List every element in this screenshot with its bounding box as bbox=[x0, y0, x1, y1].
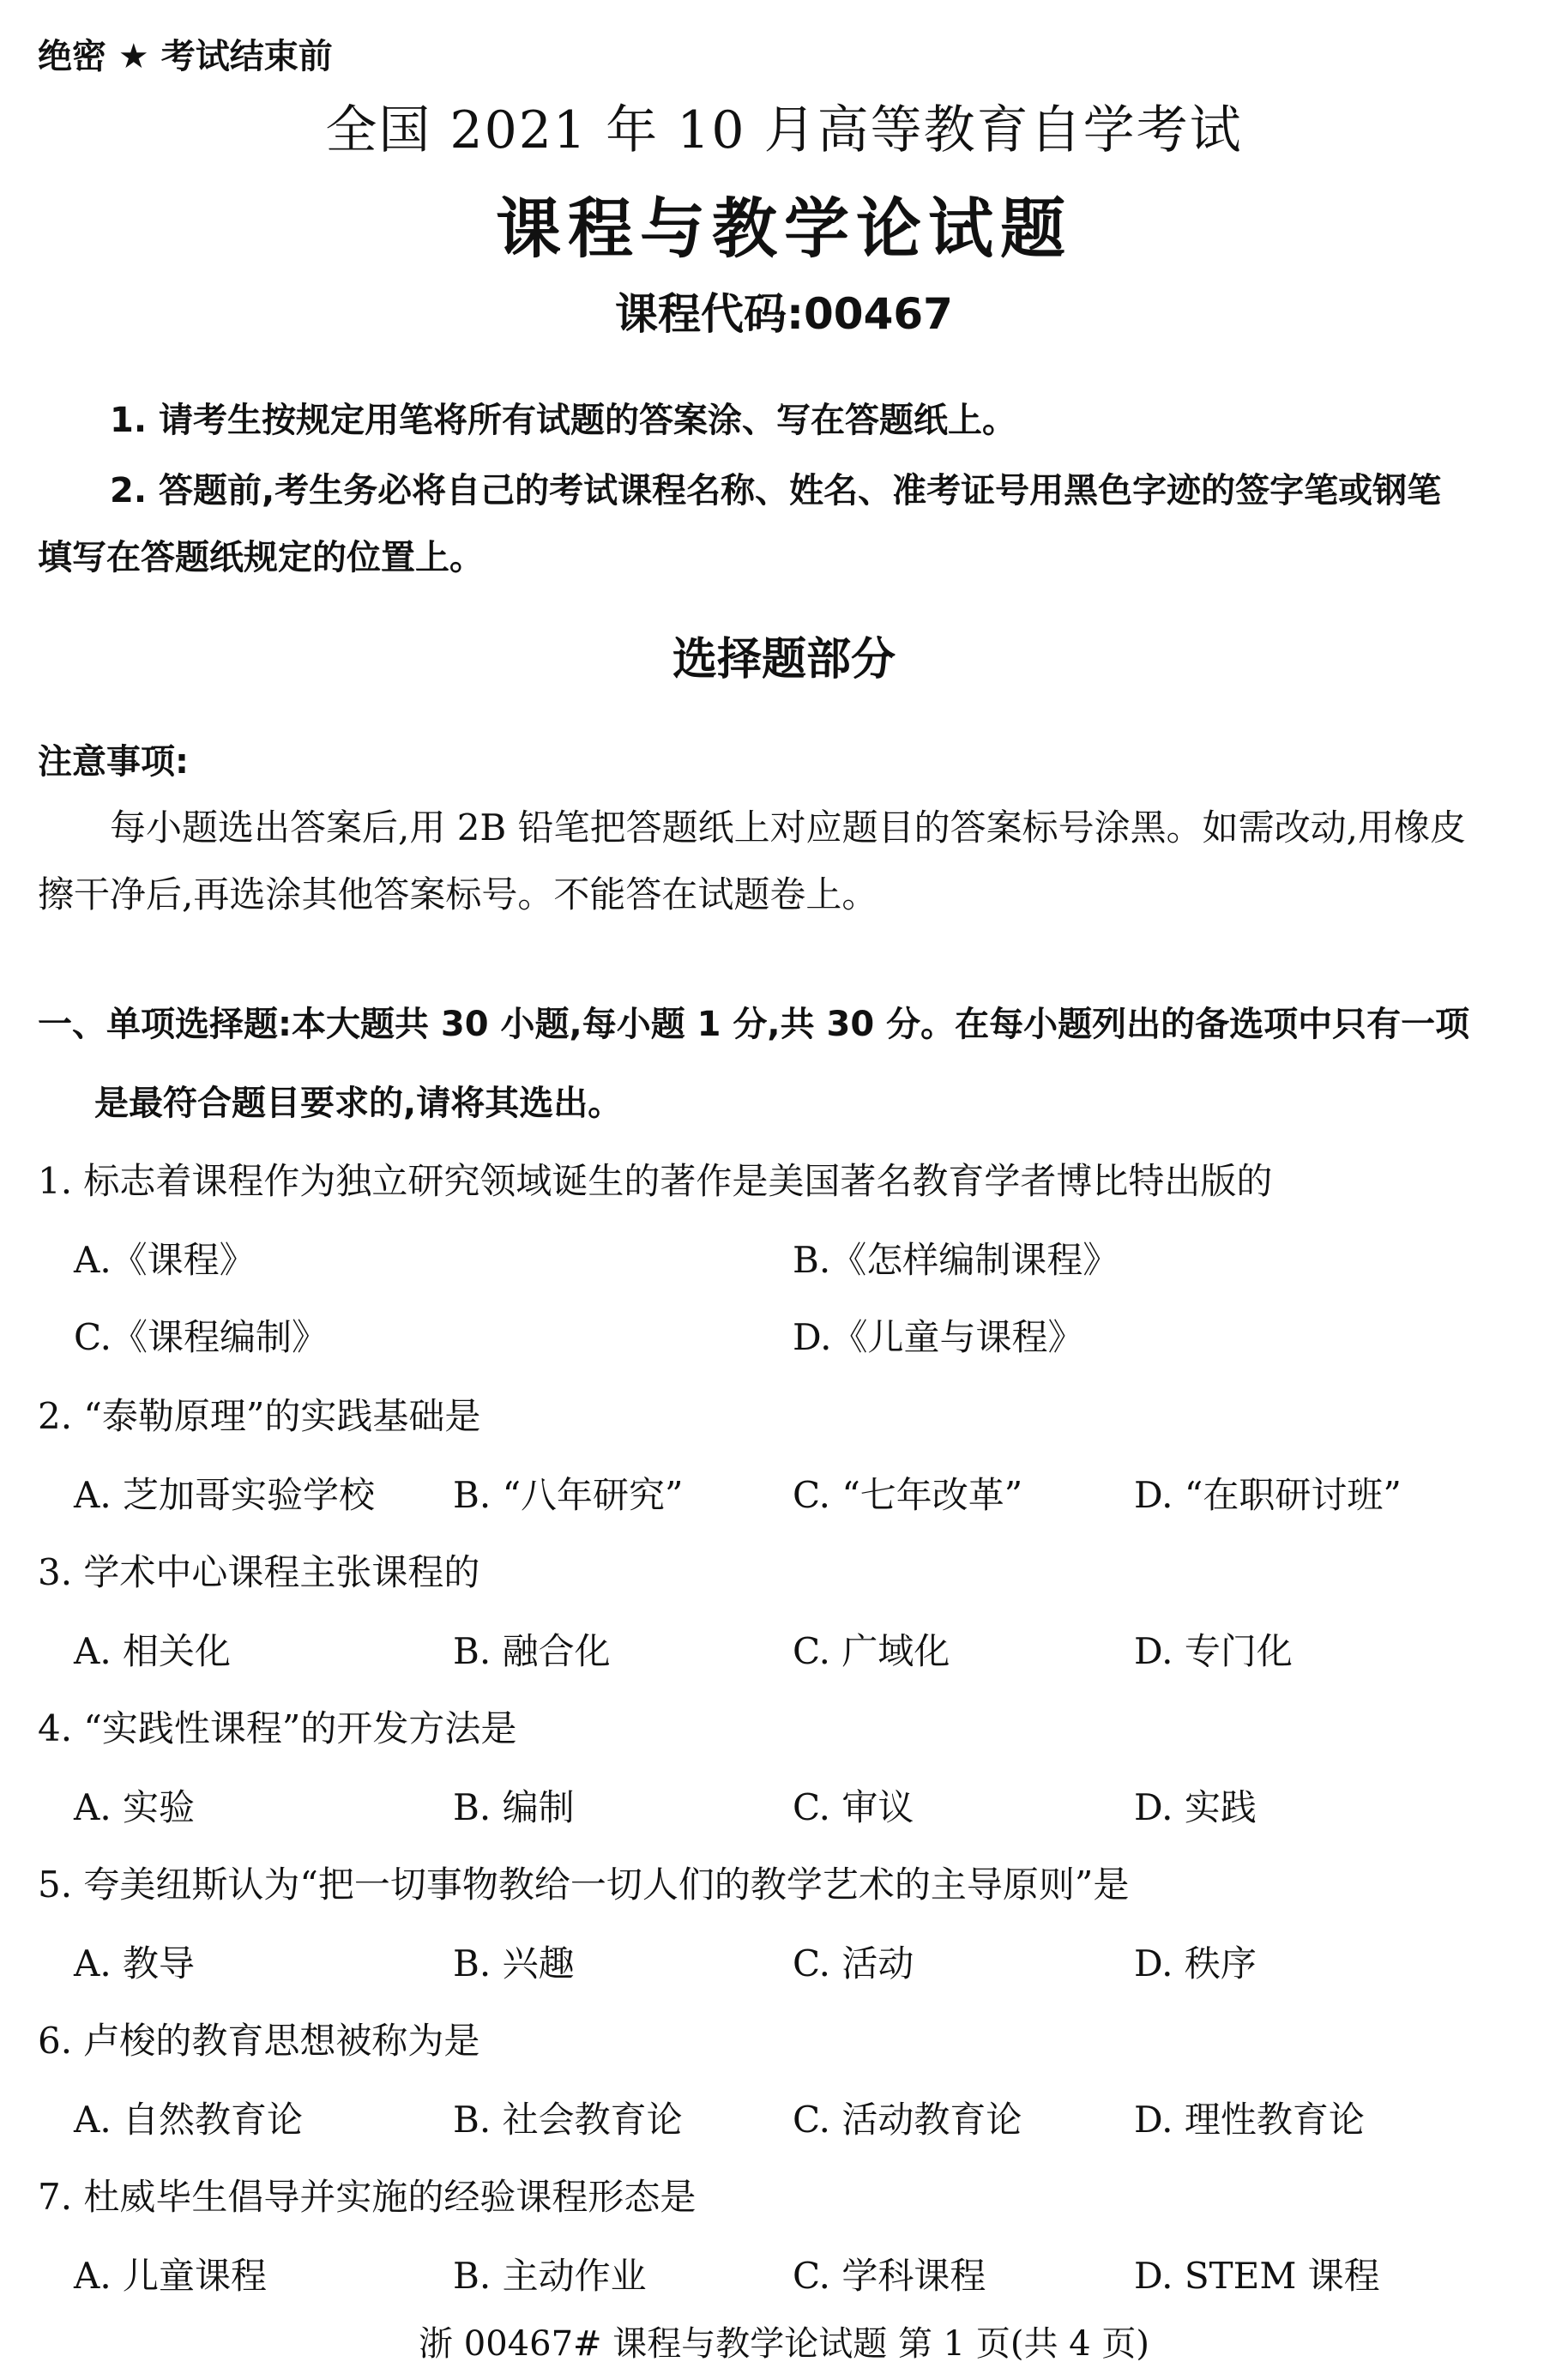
question-3-option-a: A. 相关化 bbox=[74, 1630, 232, 1672]
question-6-option-a: A. 自然教育论 bbox=[74, 2099, 304, 2141]
question-6-option-c: C. 活动教育论 bbox=[793, 2099, 1022, 2141]
question-6-option-b: B. 社会教育论 bbox=[453, 2099, 683, 2141]
notice-heading: 注意事项: bbox=[38, 742, 189, 782]
question-6-option-d: D. 理性教育论 bbox=[1134, 2099, 1365, 2141]
question-4-text: 4. “实践性课程”的开发方法是 bbox=[38, 1707, 517, 1749]
question-7-option-a: A. 儿童课程 bbox=[74, 2255, 268, 2297]
question-3-option-d: D. 专门化 bbox=[1134, 1630, 1293, 1672]
part-one-heading-line-2: 是最符合题目要求的,请将其选出。 bbox=[94, 1084, 623, 1123]
instruction-item-2-line-1: 2. 答题前,考生务必将自己的考试课程名称、姓名、准考证号用黑色字迹的签字笔或钢笔 bbox=[110, 471, 1442, 510]
question-5-text: 5. 夸美纽斯认为“把一切事物教给一切人们的教学艺术的主导原则”是 bbox=[38, 1864, 1130, 1906]
subject-title: 课程与教学论试题 bbox=[496, 190, 1072, 267]
question-1-option-b: B.《怎样编制课程》 bbox=[793, 1239, 1119, 1281]
question-1-text: 1. 标志着课程作为独立研究领域诞生的著作是美国著名教育学者博比特出版的 bbox=[38, 1160, 1273, 1202]
question-4-option-b: B. 编制 bbox=[453, 1786, 575, 1828]
question-7-option-b: B. 主动作业 bbox=[453, 2255, 647, 2297]
question-1-option-a: A.《课程》 bbox=[74, 1239, 256, 1281]
secrecy-label: 绝密 ★ 考试结束前 bbox=[38, 37, 333, 76]
question-1-option-d: D.《儿童与课程》 bbox=[793, 1316, 1084, 1358]
exam-title: 全国 2021 年 10 月高等教育自学考试 bbox=[325, 100, 1243, 160]
question-2-option-b: B. “八年研究” bbox=[453, 1474, 684, 1516]
question-2-text: 2. “泰勒原理”的实践基础是 bbox=[38, 1395, 481, 1437]
question-2-option-c: C. “七年改革” bbox=[793, 1474, 1023, 1516]
instruction-item-1: 1. 请考生按规定用笔将所有试题的答案涂、写在答题纸上。 bbox=[110, 401, 1016, 440]
question-5-option-b: B. 兴趣 bbox=[453, 1942, 575, 1984]
section-title: 选择题部分 bbox=[672, 634, 896, 686]
question-4-option-c: C. 审议 bbox=[793, 1786, 914, 1828]
question-3-option-c: C. 广域化 bbox=[793, 1630, 950, 1672]
question-4-option-a: A. 实验 bbox=[74, 1786, 196, 1828]
question-3-option-b: B. 融合化 bbox=[453, 1630, 611, 1672]
question-5-option-c: C. 活动 bbox=[793, 1942, 914, 1984]
question-2-option-d: D. “在职研讨班” bbox=[1134, 1474, 1402, 1516]
question-7-option-c: C. 学科课程 bbox=[793, 2255, 986, 2297]
question-1-option-c: C.《课程编制》 bbox=[74, 1316, 328, 1358]
question-7-text: 7. 杜威毕生倡导并实施的经验课程形态是 bbox=[38, 2176, 697, 2218]
question-7-option-d: D. STEM 课程 bbox=[1134, 2255, 1380, 2297]
page-footer: 浙 00467# 课程与教学论试题 第 1 页(共 4 页) bbox=[419, 2324, 1149, 2364]
course-code: 课程代码:00467 bbox=[615, 289, 953, 339]
notice-line-2: 擦干净后,再选涂其他答案标号。不能答在试题卷上。 bbox=[38, 873, 878, 915]
notice-line-1: 每小题选出答案后,用 2B 铅笔把答题纸上对应题目的答案标号涂黑。如需改动,用橡皮 bbox=[110, 806, 1466, 849]
question-5-option-a: A. 教导 bbox=[74, 1942, 196, 1984]
question-3-text: 3. 学术中心课程主张课程的 bbox=[38, 1551, 480, 1593]
question-4-option-d: D. 实践 bbox=[1134, 1786, 1257, 1828]
question-6-text: 6. 卢梭的教育思想被称为是 bbox=[38, 2020, 480, 2062]
instruction-item-2-line-2: 填写在答题纸规定的位置上。 bbox=[38, 538, 484, 577]
question-5-option-d: D. 秩序 bbox=[1134, 1942, 1257, 1984]
part-one-heading-line-1: 一、单项选择题:本大题共 30 小题,每小题 1 分,共 30 分。在每小题列出的备选项中只有一项 bbox=[38, 1005, 1470, 1044]
question-2-option-a: A. 芝加哥实验学校 bbox=[74, 1474, 376, 1516]
